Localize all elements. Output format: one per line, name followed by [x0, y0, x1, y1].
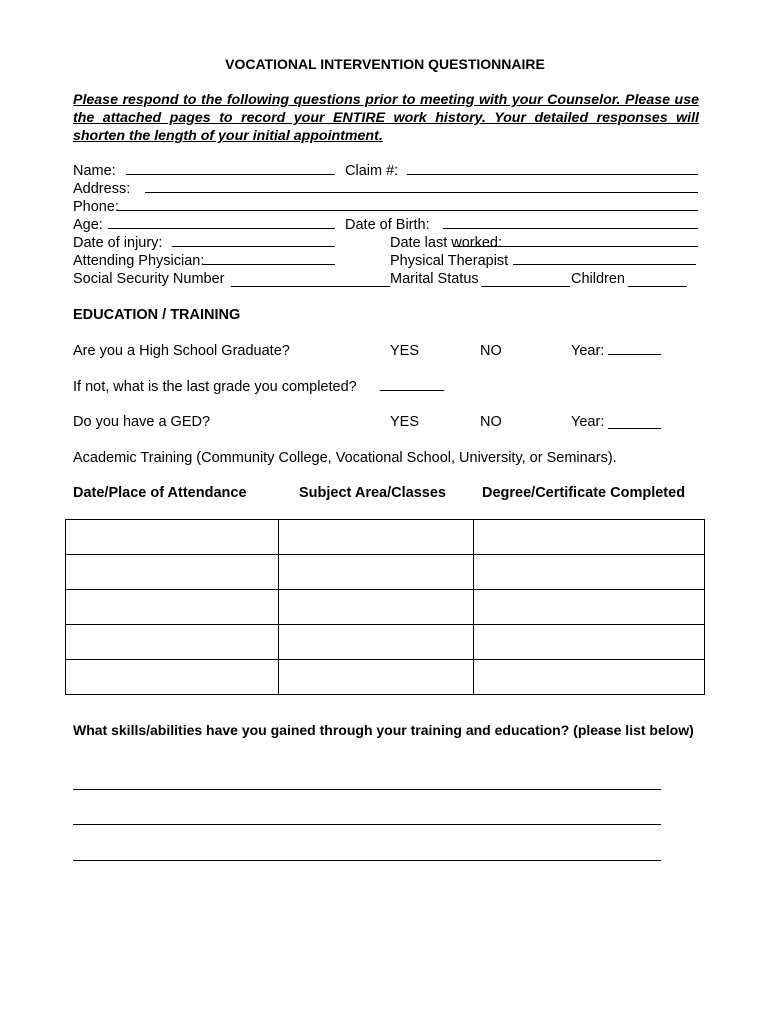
name-label: Name:: [73, 163, 116, 179]
hs-year-field[interactable]: [608, 354, 661, 355]
name-field[interactable]: [126, 174, 335, 175]
injury-label: Date of injury:: [73, 235, 163, 251]
table-cell[interactable]: [278, 625, 474, 660]
dob-label: Date of Birth:: [345, 217, 430, 233]
last-worked-field[interactable]: [453, 246, 698, 247]
skills-answer-line[interactable]: [73, 789, 661, 790]
table-cell[interactable]: [278, 520, 474, 555]
table-cell[interactable]: [66, 520, 279, 555]
skills-question: What skills/abilities have you gained through your training and education? (please list below): [73, 722, 694, 738]
table-row: [66, 625, 705, 660]
ged-yes-option[interactable]: YES: [390, 414, 420, 430]
instructions: Please respond to the following questions prior to meeting with your Counselor. Please use the attached pages to record your ENTIRE work history. Your detailed responses will shorten the length of your initial appointment.: [73, 92, 699, 144]
table-row: [66, 520, 705, 555]
injury-field[interactable]: [172, 246, 335, 247]
page-title: VOCATIONAL INTERVENTION QUESTIONNAIRE: [225, 56, 545, 72]
ssn-label: Social Security Number: [73, 271, 225, 287]
therapist-label: Physical Therapist: [390, 253, 509, 269]
therapist-field[interactable]: [513, 264, 696, 265]
children-label: Children: [571, 271, 625, 287]
ssn-field[interactable]: [231, 286, 390, 287]
marital-label: Marital Status: [390, 271, 479, 287]
table-cell[interactable]: [474, 520, 705, 555]
table-row: [66, 660, 705, 695]
last-worked-label: Date last worked:: [390, 235, 503, 251]
phone-field[interactable]: [117, 210, 698, 211]
table-row: [66, 555, 705, 590]
table-cell[interactable]: [278, 590, 474, 625]
skills-answer-line[interactable]: [73, 860, 661, 861]
col-header-date-place: Date/Place of Attendance: [73, 485, 247, 501]
physician-label: Attending Physician:: [73, 253, 205, 269]
table-cell[interactable]: [474, 660, 705, 695]
children-field[interactable]: [628, 286, 687, 287]
age-label: Age:: [73, 217, 103, 233]
col-header-degree: Degree/Certificate Completed: [482, 485, 686, 501]
hs-yes-option[interactable]: YES: [390, 343, 420, 359]
address-field[interactable]: [145, 192, 698, 193]
table-cell[interactable]: [278, 660, 474, 695]
hs-question: Are you a High School Graduate?: [73, 343, 290, 359]
table-cell[interactable]: [474, 590, 705, 625]
academic-text: Academic Training (Community College, Vocational School, University, or Seminars).: [73, 450, 617, 466]
grade-question: If not, what is the last grade you completed?: [73, 379, 357, 395]
claim-field[interactable]: [407, 174, 698, 175]
dob-field[interactable]: [443, 228, 698, 229]
table-cell[interactable]: [66, 660, 279, 695]
table-cell[interactable]: [278, 555, 474, 590]
claim-label: Claim #:: [345, 163, 399, 179]
physician-field[interactable]: [202, 264, 335, 265]
table-cell[interactable]: [66, 625, 279, 660]
age-field[interactable]: [108, 228, 335, 229]
table-cell[interactable]: [474, 625, 705, 660]
ged-year-field[interactable]: [608, 428, 661, 429]
hs-no-option[interactable]: NO: [480, 343, 502, 359]
col-header-subject: Subject Area/Classes: [299, 485, 446, 501]
phone-label: Phone:: [73, 199, 119, 215]
table-row: [66, 590, 705, 625]
table-cell[interactable]: [474, 555, 705, 590]
ged-question: Do you have a GED?: [73, 414, 211, 430]
education-heading: EDUCATION / TRAINING: [73, 307, 241, 323]
skills-answer-line[interactable]: [73, 824, 661, 825]
ged-year-label: Year:: [571, 414, 605, 430]
marital-field[interactable]: [481, 286, 570, 287]
table-cell[interactable]: [66, 590, 279, 625]
table-cell[interactable]: [66, 555, 279, 590]
hs-year-label: Year:: [571, 343, 605, 359]
education-table: [65, 519, 705, 695]
address-label: Address:: [73, 181, 131, 197]
ged-no-option[interactable]: NO: [480, 414, 502, 430]
grade-field[interactable]: [380, 390, 444, 391]
